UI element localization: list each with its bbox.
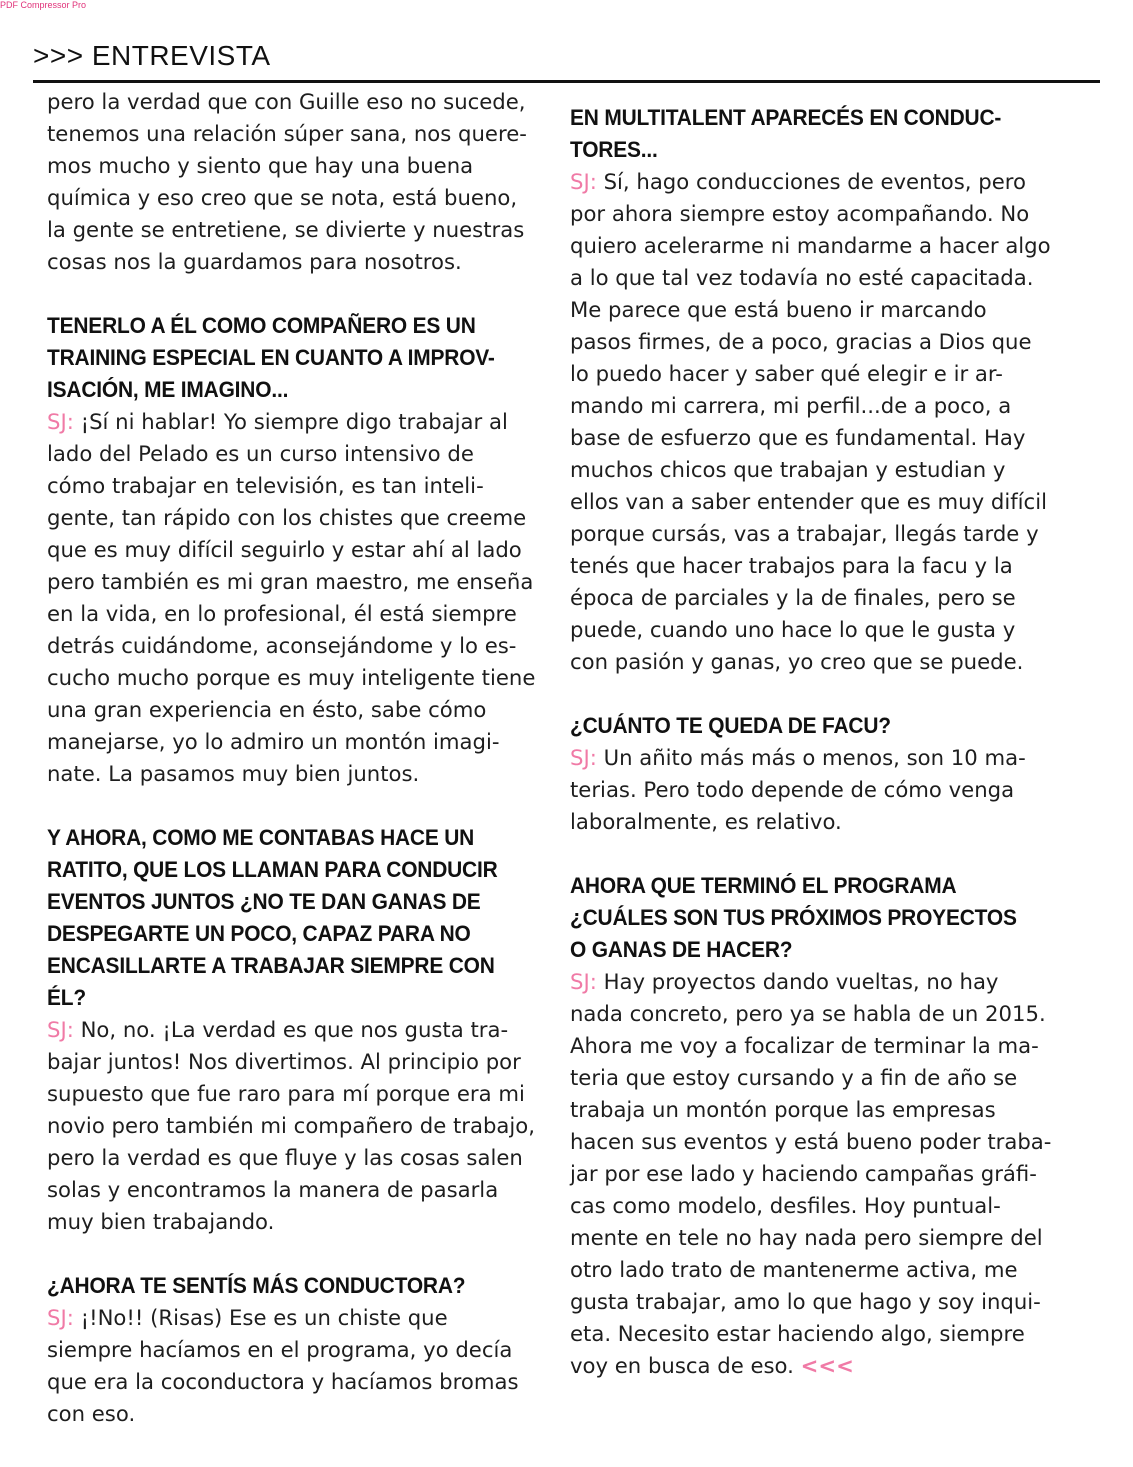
right-column	[570, 86, 1082, 1382]
text-line: novio pero también mi compañero de trabajo,	[47, 1113, 535, 1138]
text-line: terias. Pero todo depende de cómo venga	[570, 777, 1015, 802]
answer-body	[570, 774, 1082, 838]
text-line: quiero acelerarme ni mandarme a hacer algo	[570, 233, 1051, 258]
text-line: química y eso creo que se nota, está bueno,	[47, 185, 518, 210]
qa-block-1	[47, 310, 557, 790]
text-line: siempre hacíamos en el programa, yo decía	[47, 1337, 513, 1362]
qa-block-5	[570, 710, 1082, 838]
question-heading	[570, 870, 1084, 966]
speaker-tag: SJ:	[47, 1017, 74, 1042]
answer-text: Un añito más más o menos, son 10 ma-	[596, 745, 1026, 770]
qa-block-3	[47, 1270, 557, 1430]
qa-block-2	[47, 822, 557, 1238]
text-line: O GANAS DE HACER?	[570, 937, 793, 962]
answer-body	[47, 1046, 557, 1238]
question-heading	[47, 310, 559, 406]
text-line: pero la verdad que con Guille eso no sucede,	[47, 89, 526, 114]
text-line: cómo trabajar en televisión, es tan inteli-	[47, 473, 484, 498]
text-line: gusta trabajar, amo lo que hago y soy inqui-	[570, 1289, 1041, 1314]
text-line: AHORA QUE TERMINÓ EL PROGRAMA	[570, 873, 957, 898]
text-line: bajar juntos! Nos divertimos. Al principio por	[47, 1049, 521, 1074]
answer-text: ¡Sí ni hablar! Yo siempre digo trabajar al	[73, 409, 508, 434]
text-line: que es muy difícil seguirlo y estar ahí al lado	[47, 537, 522, 562]
text-line: manejarse, yo lo admiro un montón imagi-	[47, 729, 500, 754]
text-line: ¿CUÁNTO TE QUEDA DE FACU?	[570, 713, 891, 738]
answer-first-line	[570, 742, 1082, 774]
text-line: nate. La pasamos muy bien juntos.	[47, 761, 420, 786]
speaker-tag: SJ:	[47, 409, 74, 434]
answer-text: ¡!No!! (Risas) Ese es un chiste que	[73, 1305, 448, 1330]
text-line: cucho mucho porque es muy inteligente tiene	[47, 665, 536, 690]
text-line: una gran experiencia en ésto, sabe cómo	[47, 697, 487, 722]
text-line: lado del Pelado es un curso intensivo de	[47, 441, 474, 466]
text-line: en la vida, en lo profesional, él está siempre	[47, 601, 517, 626]
text-line: gente, tan rápido con los chistes que creeme	[47, 505, 527, 530]
question-heading	[47, 1270, 559, 1302]
text-line: supuesto que fue raro para mí porque era mi	[47, 1081, 525, 1106]
answer-first-line	[47, 406, 557, 438]
text-line: lo puedo hacer y saber qué elegir e ir ar-	[570, 361, 1003, 386]
text-line: TORES...	[570, 137, 658, 162]
text-line: que era la coconductora y hacíamos bromas	[47, 1369, 519, 1394]
text-line: TRAINING ESPECIAL EN CUANTO A IMPROV-	[47, 345, 495, 370]
text-line: tenemos una relación súper sana, nos quere-	[47, 121, 527, 146]
text-line: con eso.	[47, 1401, 136, 1426]
text-line: pasos firmes, de a poco, gracias a Dios que	[570, 329, 1032, 354]
text-line: EN MULTITALENT APARECÉS EN CONDUC-	[570, 105, 1002, 130]
speaker-tag: SJ:	[47, 1305, 74, 1330]
answer-body	[47, 438, 557, 790]
qa-block-4	[570, 102, 1082, 678]
text-line: trabaja un montón porque las empresas	[570, 1097, 996, 1122]
text-line: puede, cuando uno hace lo que le gusta y	[570, 617, 1016, 642]
text-line: pero también es mi gran maestro, me enseña	[47, 569, 534, 594]
answer-text: voy en busca de eso.	[570, 1353, 801, 1378]
text-line: hacen sus eventos y está bueno poder traba-	[570, 1129, 1052, 1154]
text-line: teria que estoy cursando y a fin de año se	[570, 1065, 1018, 1090]
text-line: ÉL?	[47, 985, 86, 1010]
text-line: EVENTOS JUNTOS ¿NO TE DAN GANAS DE	[47, 889, 481, 914]
answer-line: eta. Necesito estar haciendo algo, siempre	[570, 1321, 1025, 1346]
text-line: muy bien trabajando.	[47, 1209, 275, 1234]
speaker-tag: SJ:	[570, 745, 597, 770]
text-line: muchos chicos que trabajan y estudian y	[570, 457, 1006, 482]
speaker-tag: SJ:	[570, 169, 597, 194]
text-line: pero la verdad es que fluye y las cosas salen	[47, 1145, 523, 1170]
text-line: con pasión y ganas, yo creo que se puede.	[570, 649, 1024, 674]
answer-final-line	[570, 1350, 1082, 1382]
text-line: otro lado trato de mantenerme activa, me	[570, 1257, 1018, 1282]
text-line: tenés que hacer trabajos para la facu y la	[570, 553, 1013, 578]
text-line: ¿AHORA TE SENTÍS MÁS CONDUCTORA?	[47, 1273, 466, 1298]
text-line: ENCASILLARTE A TRABAJAR SIEMPRE CON	[47, 953, 495, 978]
text-line: Me parece que está bueno ir marcando	[570, 297, 987, 322]
answer-first-line	[570, 966, 1082, 998]
answer-body	[47, 1334, 557, 1430]
answer-text: Sí, hago conducciones de eventos, pero	[596, 169, 1026, 194]
question-heading	[570, 710, 1084, 742]
text-line: ¿CUÁLES SON TUS PRÓXIMOS PROYECTOS	[570, 905, 1017, 930]
end-mark: <<<	[800, 1353, 854, 1378]
text-line: Y AHORA, COMO ME CONTABAS HACE UN	[47, 825, 475, 850]
text-line: detrás cuidándome, aconsejándome y lo es-	[47, 633, 517, 658]
left-column	[47, 86, 557, 1430]
text-line: época de parciales y la de finales, pero se	[570, 585, 1016, 610]
text-line: TENERLO A ÉL COMO COMPAÑERO ES UN	[47, 313, 476, 338]
section-header: >>> ENTREVISTA	[33, 40, 271, 71]
text-line: ISACIÓN, ME IMAGINO...	[47, 377, 289, 402]
text-line: laboralmente, es relativo.	[570, 809, 842, 834]
answer-first-line	[570, 166, 1082, 198]
text-line: RATITO, QUE LOS LLAMAN PARA CONDUCIR	[47, 857, 498, 882]
text-line: a lo que tal vez todavía no esté capacitada.	[570, 265, 1034, 290]
text-line: DESPEGARTE UN POCO, CAPAZ PARA NO	[47, 921, 471, 946]
question-heading	[570, 102, 1084, 166]
text-line: cosas nos la guardamos para nosotros.	[47, 249, 462, 274]
text-line: solas y encontramos la manera de pasarla	[47, 1177, 499, 1202]
text-line: base de esfuerzo que es fundamental. Hay	[570, 425, 1026, 450]
text-line: Ahora me voy a focalizar de terminar la ma-	[570, 1033, 1039, 1058]
header-rule	[33, 80, 1100, 83]
text-line: mando mi carrera, mi perfil...de a poco, a	[570, 393, 1012, 418]
text-line: nada concreto, pero ya se habla de un 2015.	[570, 1001, 1046, 1026]
text-line: mente en tele no hay nada pero siempre del	[570, 1225, 1043, 1250]
answer-first-line	[47, 1014, 557, 1046]
text-line: jar por ese lado y haciendo campañas gráfi-	[570, 1161, 1037, 1186]
question-heading	[47, 822, 559, 1014]
answer-body	[570, 998, 1082, 1318]
qa-block-6	[570, 870, 1082, 1382]
intro-paragraph	[47, 86, 557, 278]
answer-text: Hay proyectos dando vueltas, no hay	[596, 969, 999, 994]
text-line: cas como modelo, desfiles. Hoy puntual-	[570, 1193, 1001, 1218]
text-line: por ahora siempre estoy acompañando. No	[570, 201, 1030, 226]
speaker-tag: SJ:	[570, 969, 597, 994]
text-line: la gente se entretiene, se divierte y nuestras	[47, 217, 525, 242]
watermark-label: PDF Compressor Pro	[0, 0, 87, 10]
answer-first-line	[47, 1302, 557, 1334]
answer-text: No, no. ¡La verdad es que nos gusta tra-	[73, 1017, 509, 1042]
answer-body	[570, 198, 1082, 678]
text-line: mos mucho y siento que hay una buena	[47, 153, 474, 178]
text-line: porque cursás, vas a trabajar, llegás tarde y	[570, 521, 1039, 546]
text-line: ellos van a saber entender que es muy difícil	[570, 489, 1047, 514]
